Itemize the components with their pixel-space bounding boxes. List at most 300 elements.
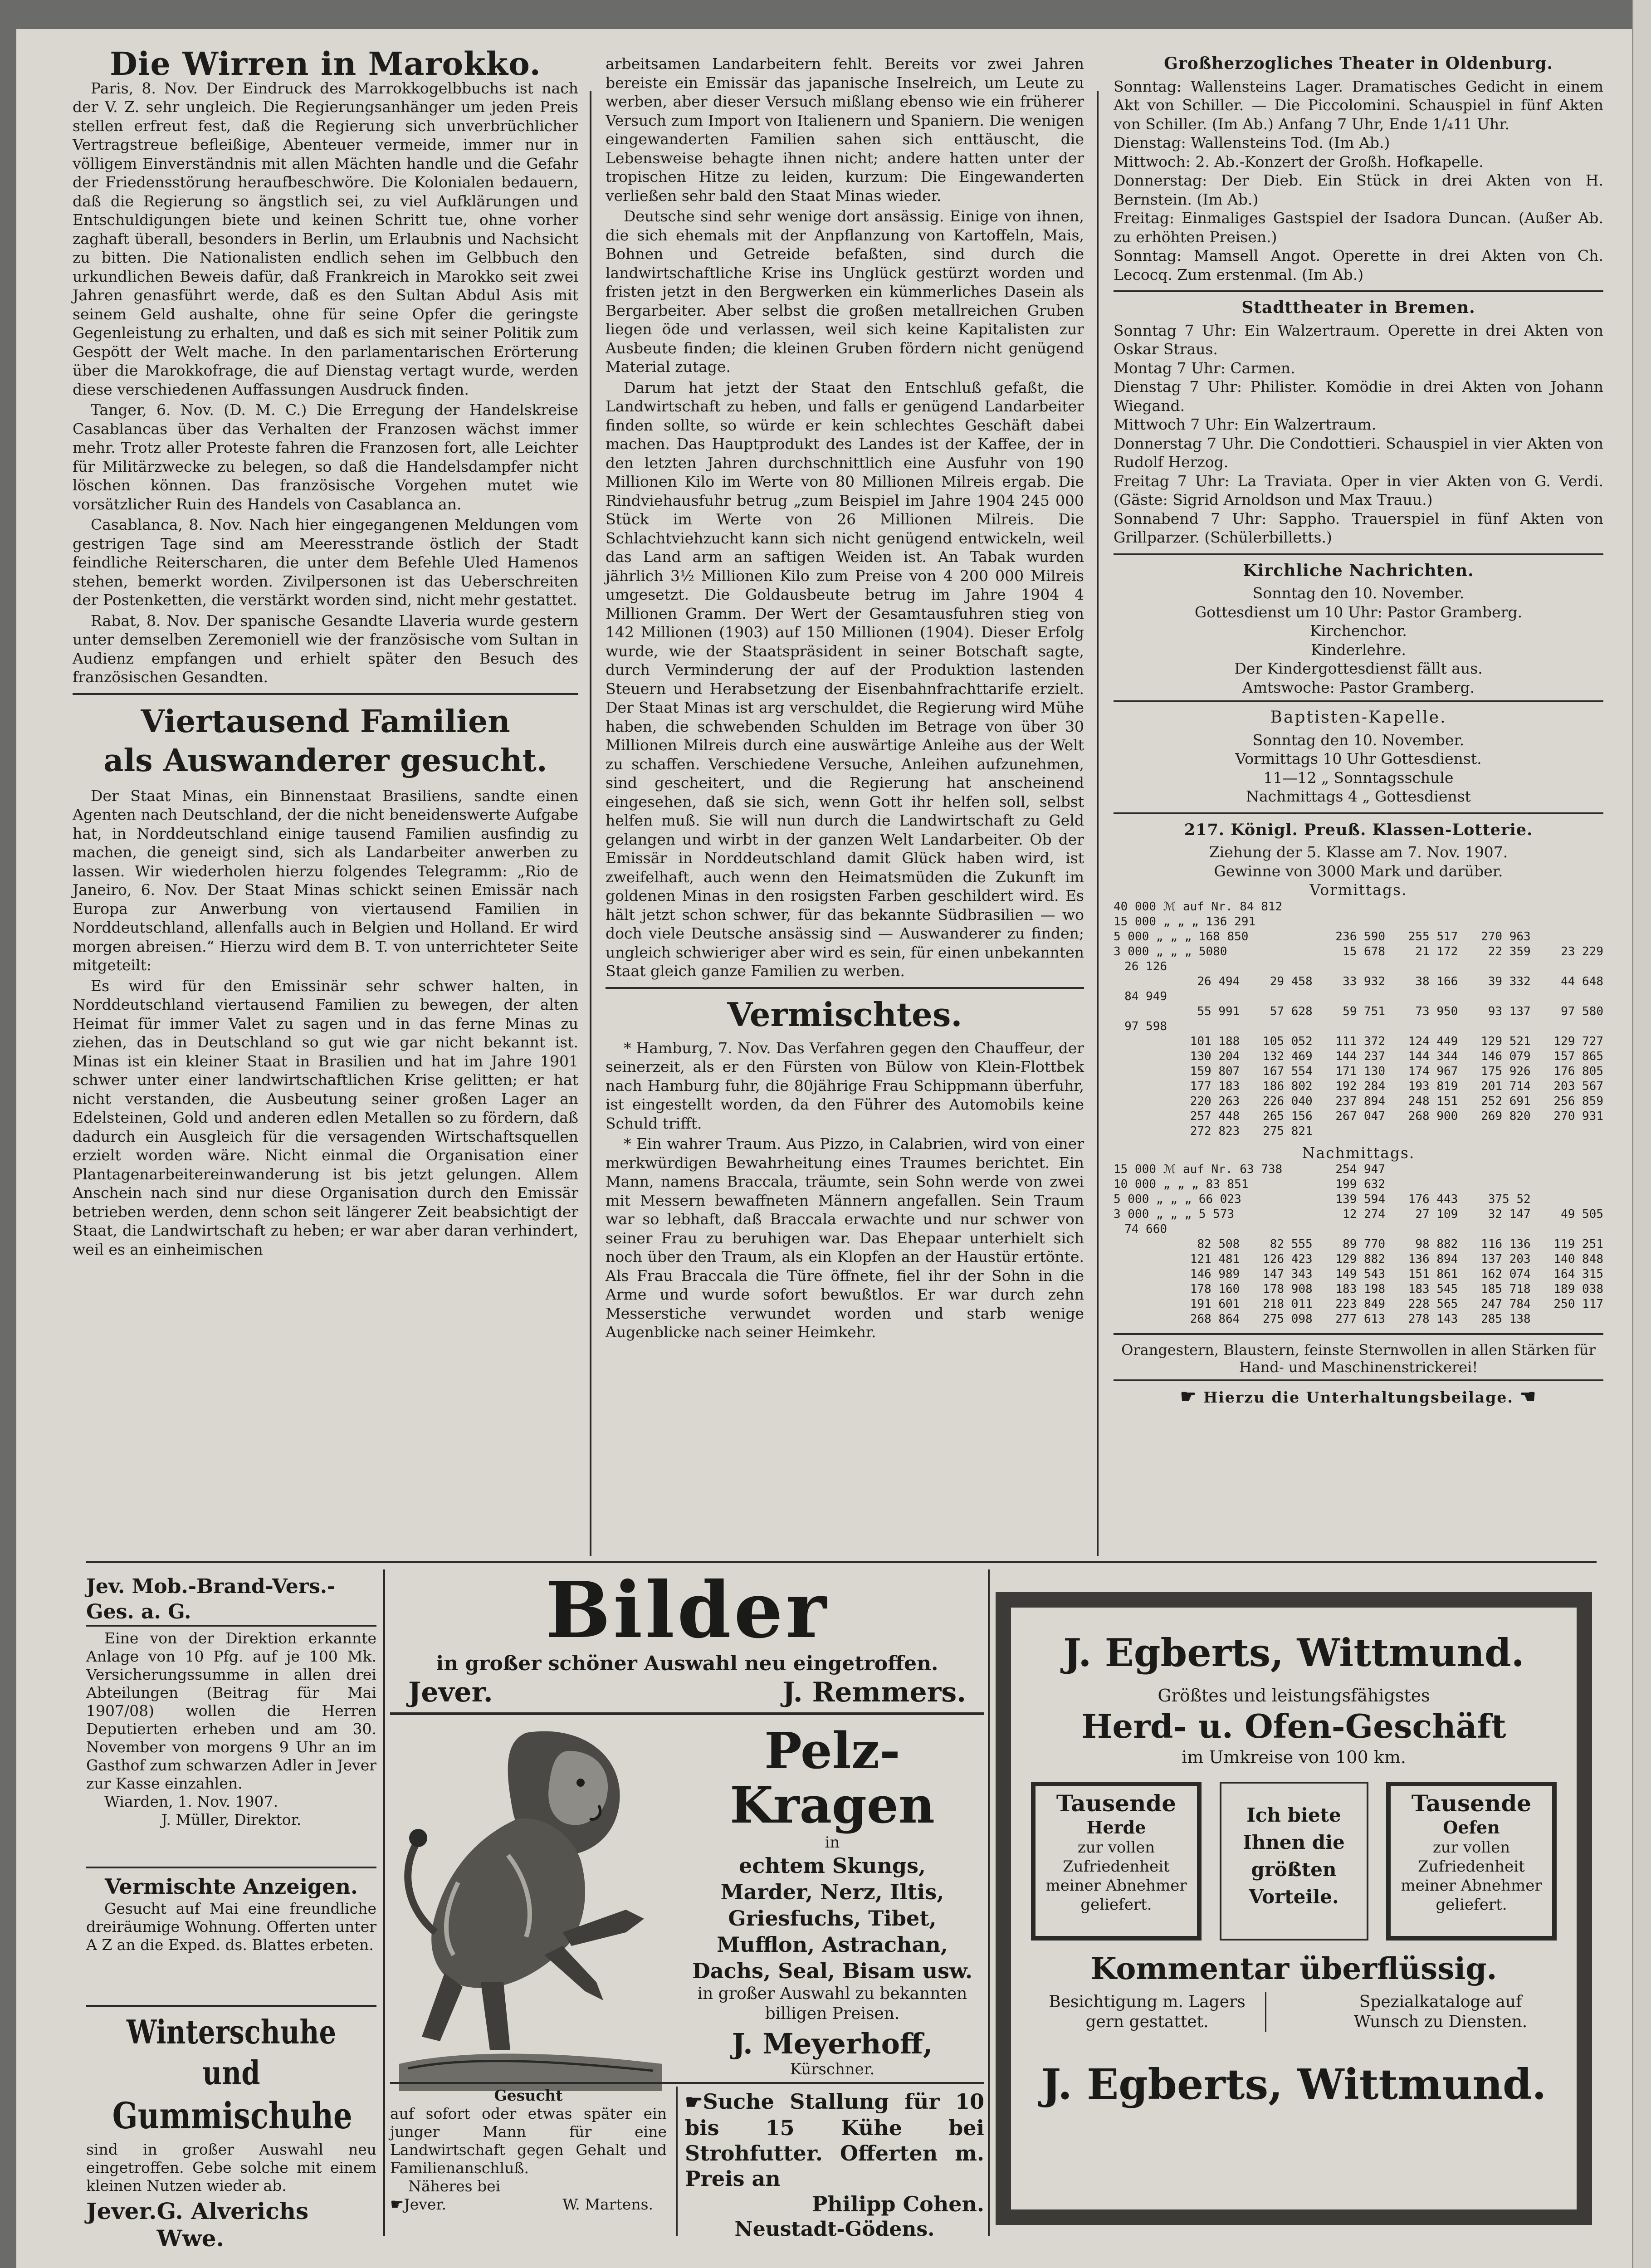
schedule-entry: Donnerstag 7 Uhr. Die Condottieri. Schauspiel in vier Akten von Rudolf Herzog. <box>1114 434 1603 471</box>
column-3 <box>1114 54 1603 1407</box>
church-news-title: Kirchliche Nachrichten. <box>1243 561 1474 580</box>
lottery-number: 129 727 <box>1553 1034 1603 1048</box>
lottery-number: 265 156 <box>1263 1109 1313 1123</box>
lottery-number: 174 967 <box>1408 1064 1458 1078</box>
lottery-number: 84 949 <box>1124 989 1167 1003</box>
egberts-note-left: Besichtigung m. Lagers gern gestattet. <box>1038 1992 1266 2032</box>
insurance-body: Eine von der Direktion erkannte Anlage von 10 Pfg. auf je 100 Mk. Versicherungssumme in allen drei Abteilungen (Beitrag für Mai 1907/08) wollen die Herren Deputierten erheben und am 30. November von morgens 9 Uhr an im Gasthof zum schwarzen Adler in Jever zur Kasse einzahlen. <box>86 1629 376 1792</box>
lottery-number <box>1114 1079 1167 1094</box>
lottery-number: 126 423 <box>1263 1252 1313 1266</box>
lottery-number <box>1531 1312 1603 1327</box>
ad-column-rule <box>383 1569 385 2236</box>
fur-collar-ad <box>390 1719 984 2082</box>
insurance-title: Jev. Mob.-Brand-Vers.-Ges. a. G. <box>86 1574 376 1627</box>
lottery-number: 183 545 <box>1408 1282 1458 1296</box>
shoes-ad <box>86 2012 376 2252</box>
pictures-subtitle: in großer schöner Auswahl neu eingetroffen. <box>436 1652 938 1675</box>
lottery-prize-label: 40 000 ℳ auf Nr. 84 812 <box>1114 899 1283 914</box>
misc-ads-body: Gesucht auf Mai eine freundliche dreiräumige Wohnung. Offerten unter A Z an die Exped. ds. Blattes erbeten. <box>86 1900 376 1954</box>
lottery-number: 49 505 <box>1561 1207 1603 1221</box>
lottery-number: 157 865 <box>1553 1049 1603 1063</box>
lottery-row <box>1114 944 1603 974</box>
baptist-entry: Nachmittags 4 „ Gottesdienst <box>1246 787 1471 805</box>
church-entry: Amtswoche: Pastor Gramberg. <box>1242 678 1475 696</box>
lottery-row <box>1114 1282 1603 1297</box>
egberts-subtitle-3: im Umkreise von 100 km. <box>1182 1747 1406 1767</box>
lottery-title: 217. Königl. Preuß. Klassen-Lotterie. <box>1184 820 1533 839</box>
lottery-number: 268 900 <box>1408 1109 1458 1123</box>
lottery-number: 21 172 <box>1415 944 1458 958</box>
lottery-number: 130 204 <box>1190 1049 1240 1063</box>
lottery-number: 119 251 <box>1553 1237 1603 1251</box>
wanted-more: Näheres bei <box>408 2177 501 2195</box>
wanted-place: Jever. <box>404 2195 447 2213</box>
lottery-number: 175 926 <box>1481 1064 1531 1078</box>
lottery-number <box>1531 1124 1603 1139</box>
lottery-number <box>1114 1267 1167 1282</box>
fur-title-1: Pelz- <box>764 1721 900 1780</box>
pointing-hand-icon: ☛ <box>685 2091 703 2114</box>
lottery-number: 44 648 <box>1561 974 1603 988</box>
fur-types: echtem Skungs, Marder, Nerz, Iltis, Griesfuchs, Tibet, Mufflon, Astrachan, Dachs, Seal, Bisam usw. <box>692 1853 972 1983</box>
lottery-number <box>1114 1064 1167 1079</box>
lottery-number: 218 011 <box>1263 1297 1313 1311</box>
article-paragraph: Paris, 8. Nov. Der Eindruck des Marrokkogelbbuchs ist nach der V. Z. sehr ungleich. Die Regierungsanhänger um jeden Preis stellen erfreut fest, daß die Regierung sich unverbrüchlicher Vertragstreue befleißige, Abenteuer vermeide, immer nur in völligem Einverständnis mit allen Mächten handle und die Gefahr der Friedensstörung heraufbeschwöre. Die Kolonialen bedauern, daß die Regierung so ängstlich sei, zu viel Aufklärungen und Entschuldigungen biete und keinen Schritt tue, ohne vorher zaghaft überall, besonders in Berlin, um Erlaubnis und Nachsicht zu bitten. Die Nationalisten endlich sehen im Gelbbuch den urkundlichen Beweis dafür, daß Frankreich in Marokko seit zwei Jahren genasführt werde, daß es den Sultan Abdul Asis mit seinem Geld aushalte, ohne für seine Opfer die geringste Gegenleistung zu erhalten, und daß es sich mit seiner Politik zum Gespött der Welt mache. In den parlamentarischen Erörterung über die Marokkofrage, die auf Dienstag vertagt wurde, werden diese verschiedenen Auffassungen Ausdruck finden. <box>73 79 578 398</box>
adjacent-page-edge <box>1632 0 1651 2268</box>
lottery-number <box>1458 1162 1530 1177</box>
lottery-number: 185 718 <box>1481 1282 1531 1296</box>
article-divider <box>606 987 1084 989</box>
ads-top-rule <box>86 1561 1597 1563</box>
article-paragraph: Tanger, 6. Nov. (D. M. C.) Die Erregung der Handelskreise Casablancas über das Verhalten der Franzosen wächst immer mehr. Trotz aller Proteste fahren die Franzosen fort, alle Leichter für Militärzwecke zu belegen, so daß die Handelsdampfer nicht löschen können. Das französische Vorgehen mutet wie vorsätzlicher Ruin des Handels von Casablanca an. <box>73 401 578 513</box>
lottery-number: 254 947 <box>1335 1163 1385 1176</box>
lottery-number: 223 849 <box>1335 1297 1385 1311</box>
fur-trade: Kürschner. <box>790 2060 875 2078</box>
lottery-number <box>1458 1124 1530 1139</box>
lottery-number: 278 143 <box>1408 1312 1458 1326</box>
lottery-row <box>1114 1094 1603 1109</box>
article-paragraph: Darum hat jetzt der Staat den Entschluß gefaßt, die Landwirtschaft zu heben, und falls er genügend Landarbeiter finden sollte, so würde er kein schlechtes Geschäft dabei machen. Das Hauptprodukt des Landes ist der Kaffee, der in den letzten Jahren durchschnittlich eine Ausfuhr von 190 Millionen Kilo im Werte von 80 Millionen Milreis ergab. Die Rindviehausfuhr betrug „zum Beispiel im Jahre 1904 245 000 Stück im Werte von 26 Millionen Milreis. Die Schlachtviehzucht kann sich nicht genügend entwickeln, weil das Land arm an saftigen Weiden ist. An Tabak wurden jährlich 3½ Millionen Kilo zum Preise von 4 200 000 Milreis umgesetzt. Die Goldausbeute betrug im Jahre 1904 4 Millionen Gramm. Der Wert der Gesamtausfuhren stieg von 142 Millionen (1903) auf 150 Millionen (1904). Dieser Erfolg wurde, wie der Staatspräsident in seiner Botschaft sagte, durch Verminderung der auf der Produktion lastenden Steuern und Herabsetzung der Eisenbahnfrachttarife erzielt. Der Staat Minas ist arg verschuldet, die Regierung wird Mühe haben, die schwebenden Schulden im Betrage von über 30 Millionen Milreis durch eine auswärtige Anleihe aus der Welt zu schaffen. Verschiedene Versuche, Anleihen aufzunehmen, sind gescheitert, und die Regierung hat anscheinend eingesehen, daß sie sich, wenn Gott ihr helfen soll, selbst helfen muß. Sie will nun durch die Landwirtschaft zu Geld gelangen und wirbt in der ganzen Welt Landarbeiter. Ob der Emissär in Norddeutschland damit Glück haben wird, ist zweifelhaft, auch wenn den Heimatsmüden die Zukunft im goldenen Minas in den rosigsten Farben geschildert wird. Es hält jetzt schon schwer, für das bekannte Südbrasilien — wo doch viele Deutsche ansässig sind — Auswanderer zu finden; ungleich schwieriger aber wird es sein, für einen unbekannten Staat gleich ganze Familien zu werben. <box>606 378 1084 980</box>
lottery-number: 171 130 <box>1335 1064 1385 1078</box>
lottery-number: 201 714 <box>1481 1079 1531 1093</box>
schedule-entry: Dienstag 7 Uhr: Philister. Komödie in drei Akten von Johann Wiegand. <box>1114 378 1603 415</box>
lottery-row <box>1114 899 1603 914</box>
lottery-row <box>1114 1177 1603 1192</box>
lottery-number <box>1114 974 1167 989</box>
lottery-number: 116 136 <box>1481 1237 1531 1251</box>
lottery-number: 220 263 <box>1190 1094 1240 1108</box>
lottery-number: 236 590 <box>1335 929 1385 943</box>
stable-ad <box>685 2089 984 2242</box>
lottery-number: 250 117 <box>1553 1297 1603 1311</box>
lottery-row <box>1114 1192 1603 1207</box>
lottery-draw-date: Ziehung der 5. Klasse am 7. Nov. 1907. <box>1209 843 1508 861</box>
article-paragraph: Casablanca, 8. Nov. Nach hier eingegangenen Meldungen vom gestrigen Tage sind am Meeresstrande östlich der Stadt feindliche Reiterscharen, die unter dem Befehle Uled Hamenos stehen, bemerkt worden. Zivilpersonen ist das Ueberschreiten der Postenketten, die verstärkt worden sind, nicht mehr gestattet. <box>73 516 578 609</box>
lottery-number: 270 963 <box>1481 929 1531 943</box>
lottery-number: 101 188 <box>1190 1034 1240 1048</box>
lottery-number: 38 166 <box>1415 974 1458 988</box>
church-entry: Kirchenchor. <box>1310 622 1407 640</box>
lottery-number: 268 864 <box>1190 1312 1240 1326</box>
lottery-prize-label: 10 000 „ „ „ 83 851 <box>1114 1178 1249 1191</box>
fur-title-2: Kragen <box>730 1776 935 1834</box>
lottery-prize-label: 15 000 „ „ „ 136 291 <box>1114 914 1256 929</box>
lottery-row <box>1114 1034 1603 1049</box>
lottery-row <box>1114 914 1603 929</box>
fur-in: in <box>825 1833 840 1852</box>
egberts-note-right: Spezialkataloge auf Wunsch zu Diensten. <box>1353 1993 1528 2031</box>
schedule-entry: Sonntag: Wallensteins Lager. Dramatisches Gedicht in einem Akt von Schiller. — Die Piccolomini. Schauspiel in fünf Akten von Schiller. (Im Ab.) Anfang 7 Uhr, Ende 1/₄11 Uhr. <box>1114 77 1603 133</box>
lottery-prize-label: 5 000 „ „ „ 168 850 <box>1114 929 1249 943</box>
lottery-number: 55 991 <box>1197 1004 1240 1018</box>
egberts-subtitle-1: Größtes und leistungsfähigstes <box>1158 1686 1430 1706</box>
ad-divider <box>86 1867 376 1868</box>
lottery-number: 111 372 <box>1335 1034 1385 1048</box>
lottery-number: 375 52 <box>1488 1193 1531 1206</box>
lottery-number: 98 882 <box>1415 1237 1458 1251</box>
lottery-prize-label: 3 000 „ „ „ 5 573 <box>1114 1207 1235 1221</box>
lottery-number: 144 344 <box>1408 1049 1458 1063</box>
lottery-number: 272 823 <box>1190 1124 1240 1138</box>
lottery-number: 136 894 <box>1408 1252 1458 1266</box>
wanted-ad <box>390 2087 667 2214</box>
box-ovens-item: Oefen <box>1443 1817 1500 1838</box>
title-line: als Auswanderer gesucht. <box>103 742 547 779</box>
lottery-number: 191 601 <box>1190 1297 1240 1311</box>
egberts-comment: Kommentar überflüssig. <box>1090 1951 1497 1986</box>
lottery-number <box>1313 1124 1385 1139</box>
lottery-number: 192 284 <box>1335 1079 1385 1093</box>
lottery-number: 162 074 <box>1481 1267 1531 1281</box>
lottery-number: 129 521 <box>1481 1034 1531 1048</box>
lottery-number <box>1385 1177 1458 1192</box>
lottery-number: 144 237 <box>1335 1049 1385 1063</box>
egberts-subtitle-2: Herd- u. Ofen-Geschäft <box>1081 1707 1506 1745</box>
lottery-number <box>1114 1094 1167 1109</box>
article-paragraph: Deutsche sind sehr wenige dort ansässig. Einige von ihnen, die sich ehemals mit der Anpflanzung von Kartoffeln, Mais, Bohnen und Getreide befaßten, sind durch die landwirtschaftliche Krise ins Unglück gestürzt worden und fristen jetzt in den Bergwerken ein kümmerliches Dasein als Bergarbeiter. Aber selbst die großen metallreichen Gruben liegen öde und verlassen, weil sich keine Kapitalisten zur Ausbeute finden; die kleinen Gruben fördern nicht genügend Material zutage. <box>606 207 1084 376</box>
lottery-number <box>1114 1049 1167 1064</box>
church-entry: Gottesdienst um 10 Uhr: Pastor Gramberg. <box>1194 603 1523 621</box>
shoes-place: Jever. <box>86 2198 157 2224</box>
ad-column-rule <box>676 2087 678 2236</box>
lottery-number <box>1114 1282 1167 1297</box>
section-divider <box>1114 1379 1603 1381</box>
theatre-oldenburg-title: Großherzogliches Theater in Oldenburg. <box>1164 54 1553 73</box>
schedule-entry: Freitag 7 Uhr: La Traviata. Oper in vier Akten von G. Verdi. (Gäste: Sigrid Arnoldson und Max Trauu.) <box>1114 472 1603 508</box>
column-1 <box>73 45 578 1261</box>
lottery-number <box>1313 914 1385 929</box>
lottery-number: 29 458 <box>1270 974 1313 988</box>
lottery-number: 257 448 <box>1190 1109 1240 1123</box>
lottery-row <box>1114 1252 1603 1267</box>
lottery-number: 73 950 <box>1415 1004 1458 1018</box>
lottery-number: 89 770 <box>1343 1237 1385 1251</box>
lottery-number: 248 151 <box>1408 1094 1458 1108</box>
lottery-row <box>1114 1207 1603 1237</box>
yarn-advertisement: Orangestern, Blaustern, feinste Sternwollen in allen Stärken für Hand- und Maschinenstrickerei! <box>1121 1341 1596 1376</box>
lottery-prize-label: 5 000 „ „ „ 66 023 <box>1114 1193 1241 1206</box>
misc-ads-title: Vermischte Anzeigen. <box>105 1874 358 1899</box>
box-offer-body: Ich biete Ihnen die größten Vorteile. <box>1243 1804 1345 1908</box>
lottery-number: 178 908 <box>1263 1282 1313 1296</box>
shoes-body: sind in großer Auswahl neu eingetroffen. Gebe solche mit einem kleinen Nutzen wieder ab. <box>86 2141 376 2195</box>
title-line: Viertausend Familien <box>141 703 510 740</box>
lottery-number <box>1385 899 1458 914</box>
lottery-morning-table <box>1114 899 1603 1139</box>
stable-body <box>685 2089 984 2191</box>
article-paragraph: Rabat, 8. Nov. Der spanische Gesandte Llaveria wurde gestern unter demselben Zeremoniell wie der französische vom Sultan in Audienz empfangen und erhielt später den Besuch des französischen Gesandten. <box>73 611 578 686</box>
schedule-entry: Sonntag: Mamsell Angot. Operette in drei Akten von Ch. Lecocq. Zum erstenmal. (Im Ab.) <box>1114 247 1603 284</box>
lottery-number: 146 079 <box>1481 1049 1531 1063</box>
egberts-box-ovens <box>1386 1782 1557 1941</box>
lottery-number <box>1385 914 1458 929</box>
lottery-row <box>1114 1267 1603 1282</box>
lottery-row <box>1114 1004 1603 1034</box>
lottery-number: 27 109 <box>1415 1207 1458 1221</box>
ad-divider <box>86 2005 376 2007</box>
fur-body: in großer Auswahl zu bekannten billigen Preisen. <box>697 1984 967 2023</box>
lottery-number: 199 632 <box>1335 1178 1385 1191</box>
lottery-prize-label: 3 000 „ „ „ 5080 <box>1114 944 1227 958</box>
lottery-number: 129 882 <box>1335 1252 1385 1266</box>
lottery-number: 124 449 <box>1408 1034 1458 1048</box>
lottery-number: 57 628 <box>1270 1004 1313 1018</box>
schedule-entry: Montag 7 Uhr: Carmen. <box>1114 359 1295 377</box>
ad-divider <box>390 2082 984 2084</box>
church-schedule <box>1114 584 1603 697</box>
church-entry: Kinderlehre. <box>1310 640 1407 659</box>
lottery-row <box>1114 1312 1603 1327</box>
article-divider <box>73 693 578 695</box>
lottery-number: 275 098 <box>1263 1312 1313 1326</box>
lottery-number <box>1531 914 1603 929</box>
lottery-number <box>1114 1124 1167 1139</box>
lottery-row <box>1114 1049 1603 1064</box>
fur-firm: J. Meyerhoff, <box>732 2027 933 2060</box>
egberts-notes <box>1038 1992 1549 2032</box>
lottery-number: 183 198 <box>1335 1282 1385 1296</box>
lottery-number: 39 332 <box>1488 974 1531 988</box>
lottery-number <box>1458 914 1530 929</box>
baptist-entry: 11—12 „ Sonntagsschule <box>1263 768 1454 787</box>
lottery-number: 177 183 <box>1190 1079 1240 1093</box>
lottery-morning-label: Vormittags. <box>1309 881 1407 899</box>
lottery-number: 82 555 <box>1270 1237 1313 1251</box>
lottery-number <box>1114 1004 1167 1019</box>
section-divider <box>1114 700 1603 702</box>
supplement-label: Hierzu die Unterhaltungsbeilage. <box>1203 1388 1514 1406</box>
egberts-title: J. Egberts, Wittmund. <box>1063 1630 1524 1675</box>
lottery-number <box>1385 1124 1458 1139</box>
section-title-misc: Vermischtes. <box>727 995 962 1034</box>
lottery-number <box>1531 929 1603 944</box>
lottery-number: 105 052 <box>1263 1034 1313 1048</box>
section-divider <box>1114 812 1603 814</box>
pointing-hand-icon: ☛ <box>390 2195 404 2214</box>
baptist-entry: Vormittags 10 Uhr Gottesdienst. <box>1235 750 1482 767</box>
theatre-oldenburg-schedule <box>1114 77 1603 284</box>
lottery-number: 176 443 <box>1408 1193 1458 1206</box>
lottery-row <box>1114 974 1603 1004</box>
stable-name: Philipp Cohen. <box>811 2192 984 2216</box>
pictures-firm: J. Remmers. <box>782 1677 966 1708</box>
lottery-number: 252 691 <box>1481 1094 1531 1108</box>
shoes-title-2: Gummischuhe <box>112 2094 352 2137</box>
stable-place: Neustadt-Gödens. <box>734 2218 935 2241</box>
article-paragraph: Der Staat Minas, ein Binnenstaat Brasiliens, sandte einen Agenten nach Deutschland, der die nicht beneidenswerte Aufgabe hat, in Norddeutschland einige tausend Familien ausfindig zu machen, die geneigt sind, sich als Landarbeiter anwerben zu lassen. Wir wiederholen hierzu folgendes Telegramm: „Rio de Janeiro, 6. Nov. Der Staat Minas schickt seinen Emissär nach Europa zur Anwerbung von viertausend Familien in Norddeutschland, allenfalls auch in Belgien und Holland. Er wird morgen abreisen.“ Hierzu wird dem B. T. von unterrichteter Seite mitgeteilt: <box>73 787 578 974</box>
lottery-number: 121 481 <box>1190 1252 1240 1266</box>
pictures-title: Bilder <box>545 1565 829 1656</box>
egberts-ad <box>996 1592 1592 2225</box>
lottery-row <box>1114 929 1603 944</box>
section-divider <box>1114 290 1603 292</box>
lottery-number <box>1531 899 1603 914</box>
lottery-number: 93 137 <box>1488 1004 1531 1018</box>
lottery-number: 23 229 <box>1561 944 1603 958</box>
lottery-row <box>1114 1297 1603 1312</box>
section-divider <box>1114 1333 1603 1335</box>
column-rule-1 <box>590 91 591 1556</box>
egberts-box-offer <box>1220 1782 1368 1941</box>
egberts-boxes <box>1031 1782 1557 1941</box>
lottery-number: 285 138 <box>1481 1312 1531 1326</box>
lottery-number: 270 931 <box>1553 1109 1603 1123</box>
lottery-number: 139 594 <box>1335 1193 1385 1206</box>
article-paragraph: arbeitsamen Landarbeitern fehlt. Bereits vor zwei Jahren bereiste ein Emissär das japanische Inselreich, um Leute zu werben, aber dieser Versuch mißlang ebenso wie ein früherer Versuch zum Import von Italienern und Spaniern. Die wenigen eingewanderten Familien sahen sich enttäuscht, die Lebensweise behagte ihnen nicht; andere hatten unter der tropischen Hitze zu leiden, kurzum: Die Eingewanderten verließen sehr bald den Staat Minas wieder. <box>606 55 1084 205</box>
lottery-number: 26 126 <box>1124 959 1167 973</box>
lottery-number: 147 343 <box>1263 1267 1313 1281</box>
column-rule-2 <box>1097 91 1099 1556</box>
news-item: * Hamburg, 7. Nov. Das Verfahren gegen den Chauffeur, der seinerzeit, als er den Fürsten von Bülow von Klein-Flottbek nach Hamburg fuhr, die 80jährige Frau Schippmann überfuhr, ist eingestellt worden, da den Führer des Automobils keine Schuld trifft. <box>606 1039 1084 1132</box>
shoes-footer <box>86 2198 376 2252</box>
lion-illustration <box>390 1719 671 2091</box>
stable-body-text: Suche Stallung für 10 bis 15 Kühe bei Strohfutter. Offerten m. Preis an <box>685 2089 984 2191</box>
lottery-number <box>1114 1297 1167 1312</box>
lottery-number: 237 894 <box>1335 1094 1385 1108</box>
article-title-morocco: Die Wirren in Marokko. <box>110 45 541 83</box>
lottery-number: 32 147 <box>1488 1207 1531 1221</box>
lottery-number: 149 543 <box>1335 1267 1385 1281</box>
lottery-number: 22 359 <box>1488 944 1531 958</box>
theatre-bremen-schedule <box>1114 321 1603 547</box>
lottery-row <box>1114 1162 1603 1177</box>
lottery-number: 193 819 <box>1408 1079 1458 1093</box>
lottery-number: 146 989 <box>1190 1267 1240 1281</box>
church-entry: Der Kindergottesdienst fällt aus. <box>1234 660 1483 677</box>
lottery-number: 159 807 <box>1190 1064 1240 1078</box>
wanted-body: auf sofort oder etwas später ein junger Mann für eine Landwirtschaft gegen Gehalt und Familienanschluß. <box>390 2105 667 2177</box>
box-stoves-item: Herde <box>1086 1817 1146 1838</box>
wanted-name: W. Martens. <box>562 2195 653 2213</box>
church-entry: Sonntag den 10. November. <box>1252 584 1465 602</box>
schedule-entry: Dienstag: Wallensteins Tod. (Im Ab.) <box>1114 134 1390 152</box>
schedule-entry: Mittwoch: 2. Ab.-Konzert der Großh. Hofkapelle. <box>1114 152 1484 171</box>
pictures-footer <box>390 1677 984 1708</box>
lottery-afternoon-table <box>1114 1162 1603 1327</box>
lottery-number: 140 848 <box>1553 1252 1603 1266</box>
fur-text <box>680 1721 984 2078</box>
lottery-number: 176 805 <box>1553 1064 1603 1078</box>
pointing-hand-icon: ☛ <box>1180 1386 1197 1407</box>
lottery-number <box>1114 1237 1167 1252</box>
lottery-number: 226 040 <box>1263 1094 1313 1108</box>
lottery-number <box>1114 1034 1167 1049</box>
lottery-number <box>1385 1162 1458 1177</box>
lottery-number: 59 751 <box>1343 1004 1385 1018</box>
box-stoves-body: zur vollen Zufriedenheit meiner Abnehmer geliefert. <box>1045 1838 1187 1914</box>
lottery-number: 269 820 <box>1481 1109 1531 1123</box>
lottery-number: 256 859 <box>1553 1094 1603 1108</box>
ad-column-rule <box>988 1569 990 2236</box>
lottery-number: 137 203 <box>1481 1252 1531 1266</box>
ad-divider <box>390 1712 984 1715</box>
lottery-number: 228 565 <box>1408 1297 1458 1311</box>
lottery-number: 189 038 <box>1553 1282 1603 1296</box>
section-divider <box>1114 553 1603 555</box>
wanted-title: Gesucht <box>494 2087 563 2104</box>
lottery-number: 15 678 <box>1343 944 1385 958</box>
box-stoves-title: Tausende <box>1056 1790 1177 1817</box>
baptist-chapel-title: Baptisten-Kapelle. <box>1270 708 1447 727</box>
lottery-row <box>1114 1109 1603 1124</box>
schedule-entry: Sonnabend 7 Uhr: Sappho. Trauerspiel in fünf Akten von Grillparzer. (Schülerbilletts.) <box>1114 509 1603 546</box>
pictures-place: Jever. <box>408 1677 493 1708</box>
insurance-notice <box>86 1574 376 1829</box>
egberts-box-stoves <box>1031 1782 1202 1941</box>
schedule-entry: Mittwoch 7 Uhr: Ein Walzertraum. <box>1114 415 1377 433</box>
lottery-number: 167 554 <box>1263 1064 1313 1078</box>
lottery-row <box>1114 1079 1603 1094</box>
lottery-row <box>1114 1064 1603 1079</box>
baptist-entry: Sonntag den 10. November. <box>1252 731 1465 749</box>
lottery-number <box>1458 1177 1530 1192</box>
wanted-footer <box>390 2195 667 2214</box>
lottery-number: 97 580 <box>1561 1004 1603 1018</box>
lottery-number: 132 469 <box>1263 1049 1313 1063</box>
lottery-number <box>1114 1109 1167 1124</box>
lottery-afternoon-label: Nachmittags. <box>1302 1144 1415 1162</box>
lottery-number: 277 613 <box>1335 1312 1385 1326</box>
insurance-signature: J. Müller, Direktor. <box>161 1811 302 1828</box>
pointing-hand-icon: ☚ <box>1519 1386 1537 1407</box>
lottery-number: 164 315 <box>1553 1267 1603 1281</box>
box-ovens-title: Tausende <box>1411 1790 1532 1817</box>
misc-ads <box>86 1873 376 1954</box>
egberts-footer: J. Egberts, Wittmund. <box>1041 2060 1547 2109</box>
lottery-number: 255 517 <box>1408 929 1458 943</box>
lottery-number: 151 861 <box>1408 1267 1458 1281</box>
lottery-number: 82 508 <box>1197 1237 1240 1251</box>
lottery-number <box>1114 1312 1167 1327</box>
lottery-number <box>1531 1162 1603 1177</box>
theatre-bremen-title: Stadttheater in Bremen. <box>1241 298 1475 317</box>
lottery-number: 203 567 <box>1553 1079 1603 1093</box>
lottery-number <box>1531 1177 1603 1192</box>
lottery-number <box>1531 1192 1603 1207</box>
shoes-firm: G. Alverichs Wwe. <box>156 2198 309 2252</box>
lottery-number: 267 047 <box>1335 1109 1385 1123</box>
lottery-number <box>1114 1252 1167 1267</box>
schedule-entry: Sonntag 7 Uhr: Ein Walzertraum. Operette in drei Akten von Oskar Straus. <box>1114 321 1603 358</box>
insurance-place-date: Wiarden, 1. Nov. 1907. <box>104 1793 278 1810</box>
lottery-number: 178 160 <box>1190 1282 1240 1296</box>
lottery-threshold: Gewinne von 3000 Mark und darüber. <box>1214 862 1503 880</box>
supplement-note <box>1114 1387 1603 1407</box>
schedule-entry: Freitag: Einmaliges Gastspiel der Isadora Duncan. (Außer Ab. zu erhöhten Preisen.) <box>1114 209 1603 246</box>
lottery-number: 275 821 <box>1263 1124 1313 1138</box>
lottery-number: 12 274 <box>1343 1207 1385 1221</box>
box-ovens-body: zur vollen Zufriedenheit meiner Abnehmer geliefert. <box>1401 1838 1542 1914</box>
